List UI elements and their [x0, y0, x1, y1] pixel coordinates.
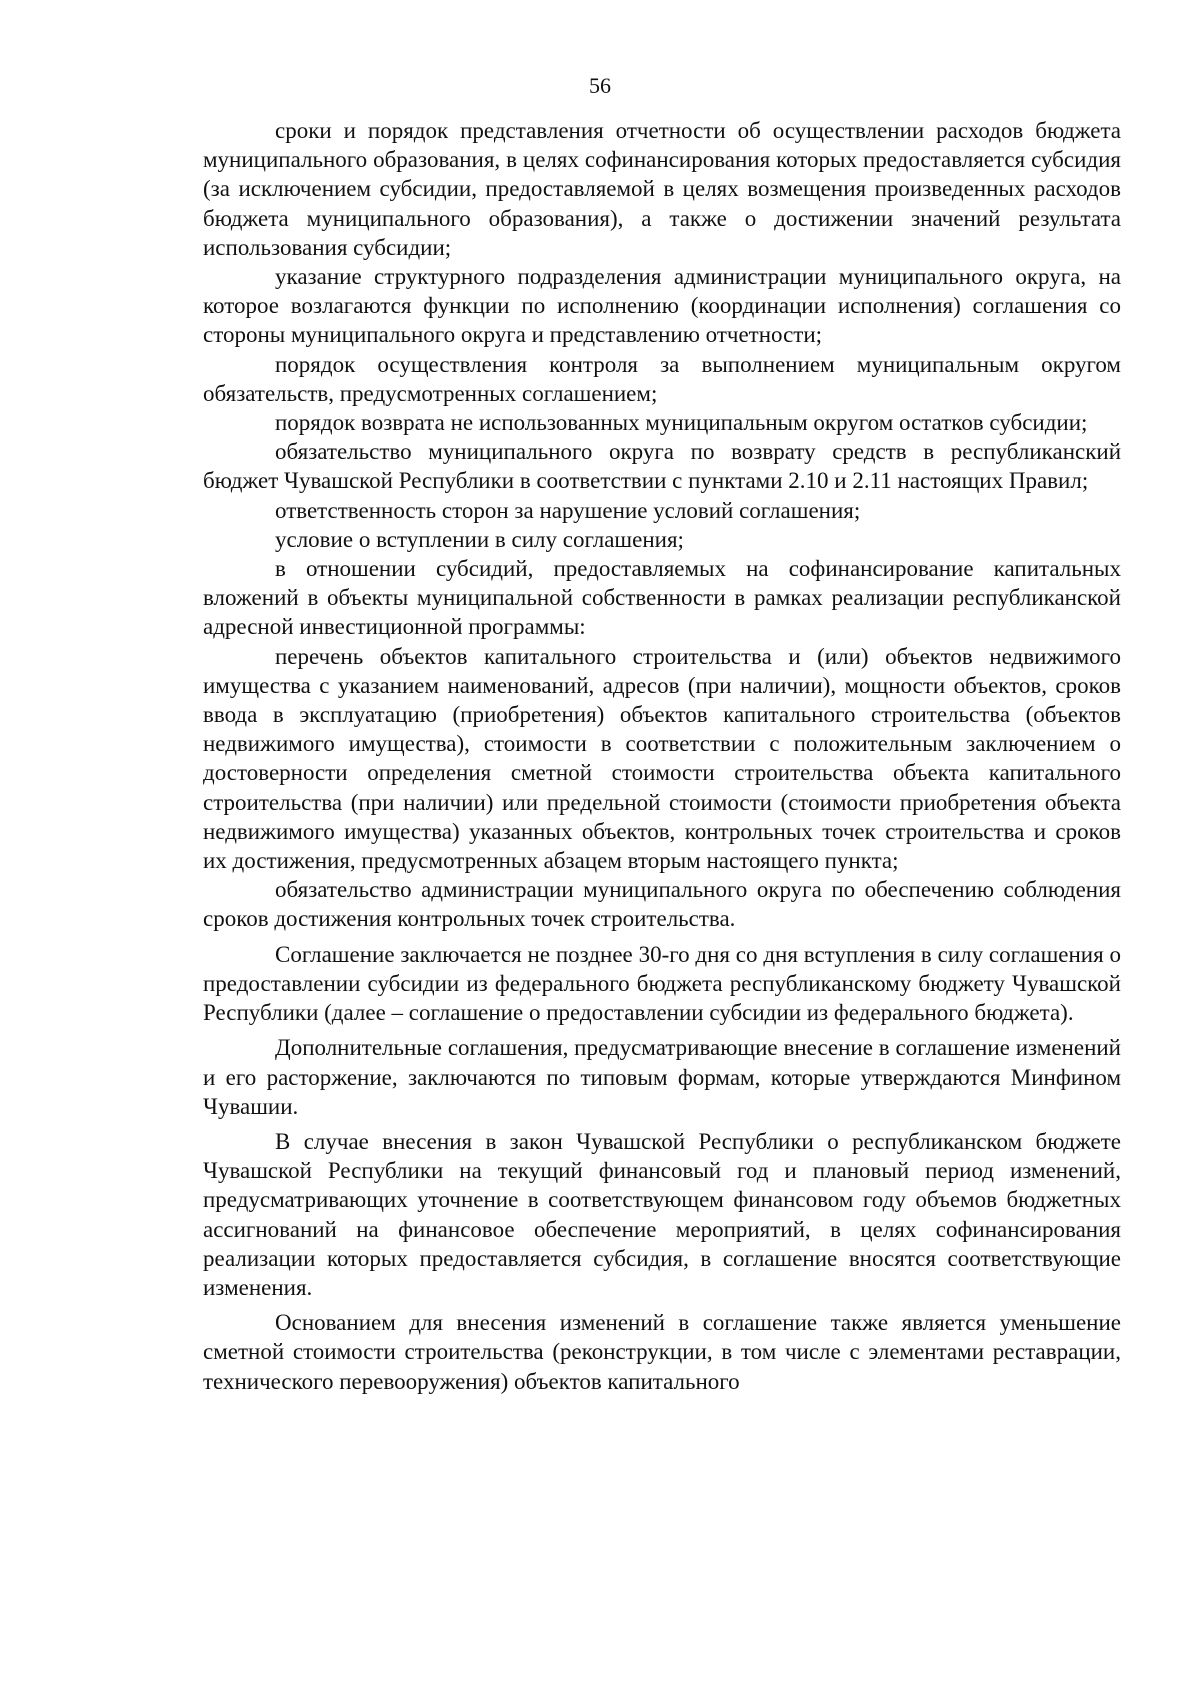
- document-body: [203, 116, 1121, 1396]
- paragraph-budget-law-changes: В случае внесения в закон Чувашской Республики о республиканском бюджете Чувашской Республики на текущий финансовый год и плановый период изменений, предусматривающих уточнение в соответствующем финансовом году объемов бюджетных ассигнований на финансовое обеспечение мероприятий, в целях софинансирования реализации которых предоставляется субсидия, в соглашение вносятся соответствующие изменения.: [203, 1128, 1121, 1300]
- paragraph-reporting-terms: сроки и порядок представления отчетности об осуществлении расходов бюджета муниципального образования, в целях софинансирования которых предоставляется субсидия (за исключением субсидии, предоставляемой в целях возмещения произведенных расходов бюджета муниципального образования), а также о достижении значений результата использования субсидии;: [203, 118, 1121, 260]
- paragraph-control-procedure: порядок осуществления контроля за выполнением муниципальным округом обязательств, предусмотренных соглашением;: [203, 351, 1121, 406]
- paragraph-capital-investments: в отношении субсидий, предоставляемых на софинансирование капитальных вложений в объекты муниципальной собственности в рамках реализации республиканской адресной инвестиционной программы:: [203, 556, 1121, 640]
- paragraph-responsible-unit: указание структурного подразделения администрации муниципального округа, на которое возлагаются функции по исполнению (координации исполнения) соглашения со стороны муниципального округа и представлению отчетности;: [203, 264, 1121, 348]
- paragraph-grounds-for-changes: Основанием для внесения изменений в соглашение также является уменьшение сметной стоимости строительства (реконструкции, в том числе с элементами реставрации, технического перевооружения) объектов капитального: [203, 1310, 1121, 1394]
- paragraph-return-procedure: порядок возврата не использованных муниципальным округом остатков субсидии;: [275, 410, 1088, 436]
- paragraph-agreement-deadline: Соглашение заключается не позднее 30-го дня со дня вступления в силу соглашения о предоставлении субсидии из федерального бюджета республиканскому бюджету Чувашской Республики (далее – соглашение о предоставлении субсидии из федерального бюджета).: [203, 941, 1121, 1026]
- paragraph-objects-list: перечень объектов капитального строительства и (или) объектов недвижимого имущества с указанием наименований, адресов (при наличии), мощности объектов, сроков ввода в эксплуатацию (приобретения) объектов капитального строительства (объектов недвижимого имущества), стоимости в соответствии с положительным заключением о достоверности определения сметной стоимости строительства объекта капитального строительства (при наличии) или предельной стоимости (стоимости приобретения объекта недвижимого имущества) указанных объектов, контрольных точек строительства и сроков их достижения, предусмотренных абзацем вторым настоящего пункта;: [203, 643, 1121, 874]
- paragraph-administration-obligation: обязательство администрации муниципального округа по обеспечению соблюдения сроков достижения контрольных точек строительства.: [203, 877, 1121, 932]
- page-number: 56: [589, 73, 611, 98]
- paragraph-additional-agreements: Дополнительные соглашения, предусматривающие внесение в соглашение изменений и его расторжение, заключаются по типовым формам, которые утверждаются Минфином Чувашии.: [203, 1035, 1121, 1119]
- paragraph-entry-into-force: условие о вступлении в силу соглашения;: [275, 526, 684, 552]
- paragraph-responsibility: ответственность сторон за нарушение условий соглашения;: [275, 497, 861, 523]
- paragraph-return-obligation: обязательство муниципального округа по возврату средств в республиканский бюджет Чувашской Республики в соответствии с пунктами 2.10 и 2.11 настоящих Правил;: [203, 439, 1121, 494]
